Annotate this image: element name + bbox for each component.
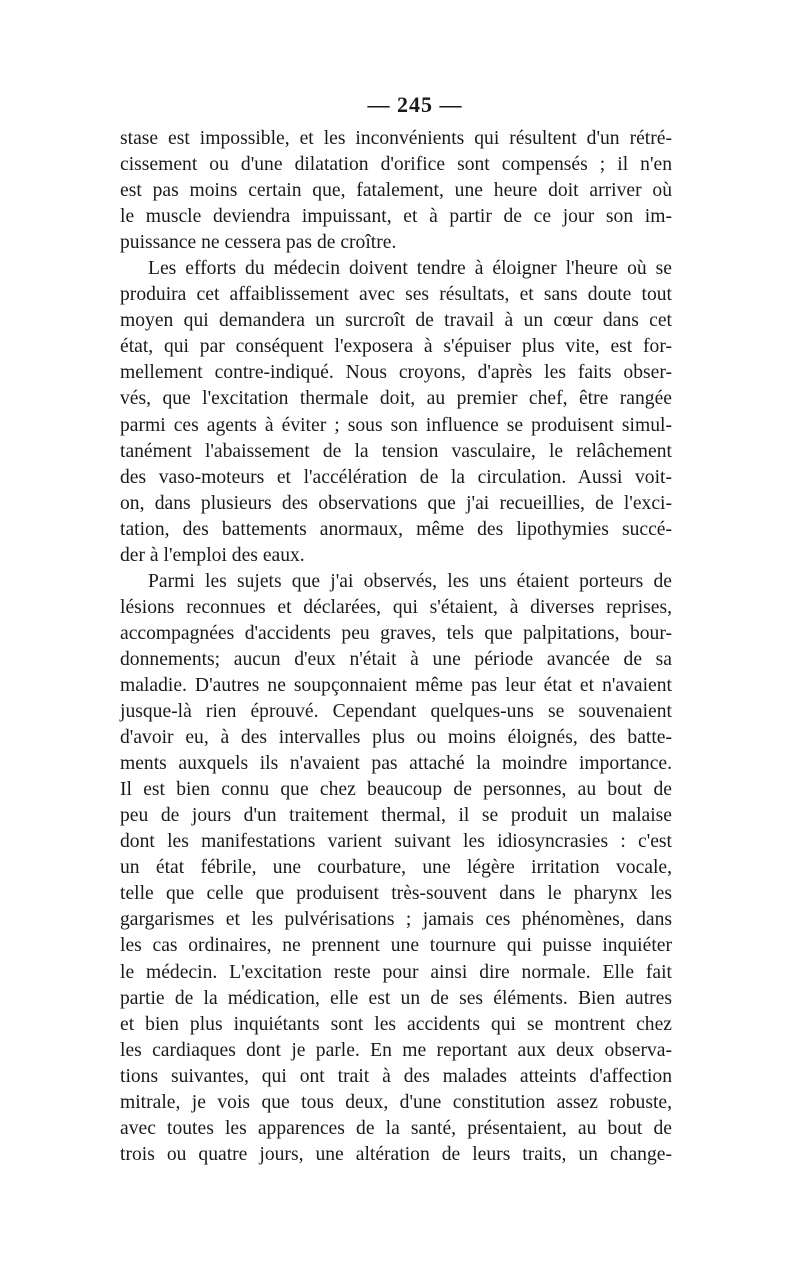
- text-line: le muscle deviendra impuissant, et à partir de ce jour son im-: [120, 206, 672, 228]
- text-line: est pas moins certain que, fatalement, une heure doit arriver où: [120, 180, 672, 202]
- text-line: telle que celle que produisent très-souvent dans le pharynx les: [120, 883, 672, 905]
- text-line: Parmi les sujets que j'ai observés, les uns étaient porteurs de: [148, 570, 672, 592]
- paragraph: [120, 569, 672, 1168]
- text-line: tanément l'abaissement de la tension vasculaire, le relâchement: [120, 440, 672, 462]
- text-line: tions suivantes, qui ont trait à des malades atteints d'affection: [120, 1065, 672, 1087]
- text-line: moyen qui demandera un surcroît de travail à un cœur dans cet: [120, 310, 672, 332]
- text-line: tation, des battements anormaux, même des lipothymies succé-: [120, 518, 672, 540]
- text-line: d'avoir eu, à des intervalles plus ou moins éloignés, des batte-: [120, 727, 672, 749]
- text-line: on, dans plusieurs des observations que j'ai recueillies, de l'exci-: [120, 492, 672, 514]
- text-line: partie de la médication, elle est un de ses éléments. Bien autres: [120, 987, 672, 1009]
- text-line: avec toutes les apparences de la santé, présentaient, au bout de: [120, 1117, 672, 1139]
- text-line: des vaso-moteurs et l'accélération de la circulation. Aussi voit-: [120, 466, 672, 488]
- text-line: mellement contre-indiqué. Nous croyons, d'après les faits obser-: [120, 362, 672, 384]
- text-line: peu de jours d'un traitement thermal, il se produit un malaise: [120, 805, 672, 827]
- book-page: [120, 92, 672, 1168]
- text-line: les cas ordinaires, ne prennent une tournure qui puisse inquiéter: [120, 935, 672, 957]
- text-line: maladie. D'autres ne soupçonnaient même pas leur état et n'avaient: [120, 674, 672, 696]
- text-line: parmi ces agents à éviter ; sous son influence se produisent simul-: [120, 414, 672, 436]
- paragraph: [120, 256, 672, 569]
- text-line: Il est bien connu que chez beaucoup de personnes, au bout de: [120, 779, 672, 801]
- paragraph: [120, 126, 672, 256]
- text-line: lésions reconnues et déclarées, qui s'étaient, à diverses reprises,: [120, 596, 672, 618]
- text-line: vés, que l'excitation thermale doit, au premier chef, être rangée: [120, 388, 672, 410]
- text-line: mitrale, je vois que tous deux, d'une constitution assez robuste,: [120, 1091, 672, 1113]
- text-line: puissance ne cessera pas de croître.: [120, 232, 397, 254]
- text-line: produira cet affaiblissement avec ses résultats, et sans doute tout: [120, 284, 672, 306]
- text-line: les cardiaques dont je parle. En me reportant aux deux observa-: [120, 1039, 672, 1061]
- text-line: un état fébrile, une courbature, une légère irritation vocale,: [120, 857, 672, 879]
- text-line: état, qui par conséquent l'exposera à s'épuiser plus vite, est for-: [120, 336, 672, 358]
- body-text: [120, 126, 672, 1168]
- text-line: accompagnées d'accidents peu graves, tels que palpitations, bour-: [120, 622, 672, 644]
- text-line: stase est impossible, et les inconvénients qui résultent d'un rétré-: [120, 128, 672, 149]
- page-number: — 245 —: [367, 92, 463, 117]
- text-line: le médecin. L'excitation reste pour ainsi dire normale. Elle fait: [120, 961, 672, 983]
- text-line: ments auxquels ils n'avaient pas attaché la moindre importance.: [120, 753, 672, 775]
- text-line: donnements; aucun d'eux n'était à une période avancée de sa: [120, 648, 672, 670]
- text-line: jusque-là rien éprouvé. Cependant quelques-uns se souvenaient: [120, 701, 672, 723]
- text-line: der à l'emploi des eaux.: [120, 544, 305, 566]
- text-line: trois ou quatre jours, une altération de leurs traits, un change-: [120, 1143, 672, 1165]
- text-line: et bien plus inquiétants sont les accidents qui se montrent chez: [120, 1013, 672, 1035]
- text-line: dont les manifestations varient suivant les idiosyncrasies : c'est: [120, 831, 672, 853]
- text-line: gargarismes et les pulvérisations ; jamais ces phénomènes, dans: [120, 909, 672, 931]
- text-line: cissement ou d'une dilatation d'orifice sont compensés ; il n'en: [120, 154, 672, 176]
- text-line: Les efforts du médecin doivent tendre à éloigner l'heure où se: [148, 258, 672, 280]
